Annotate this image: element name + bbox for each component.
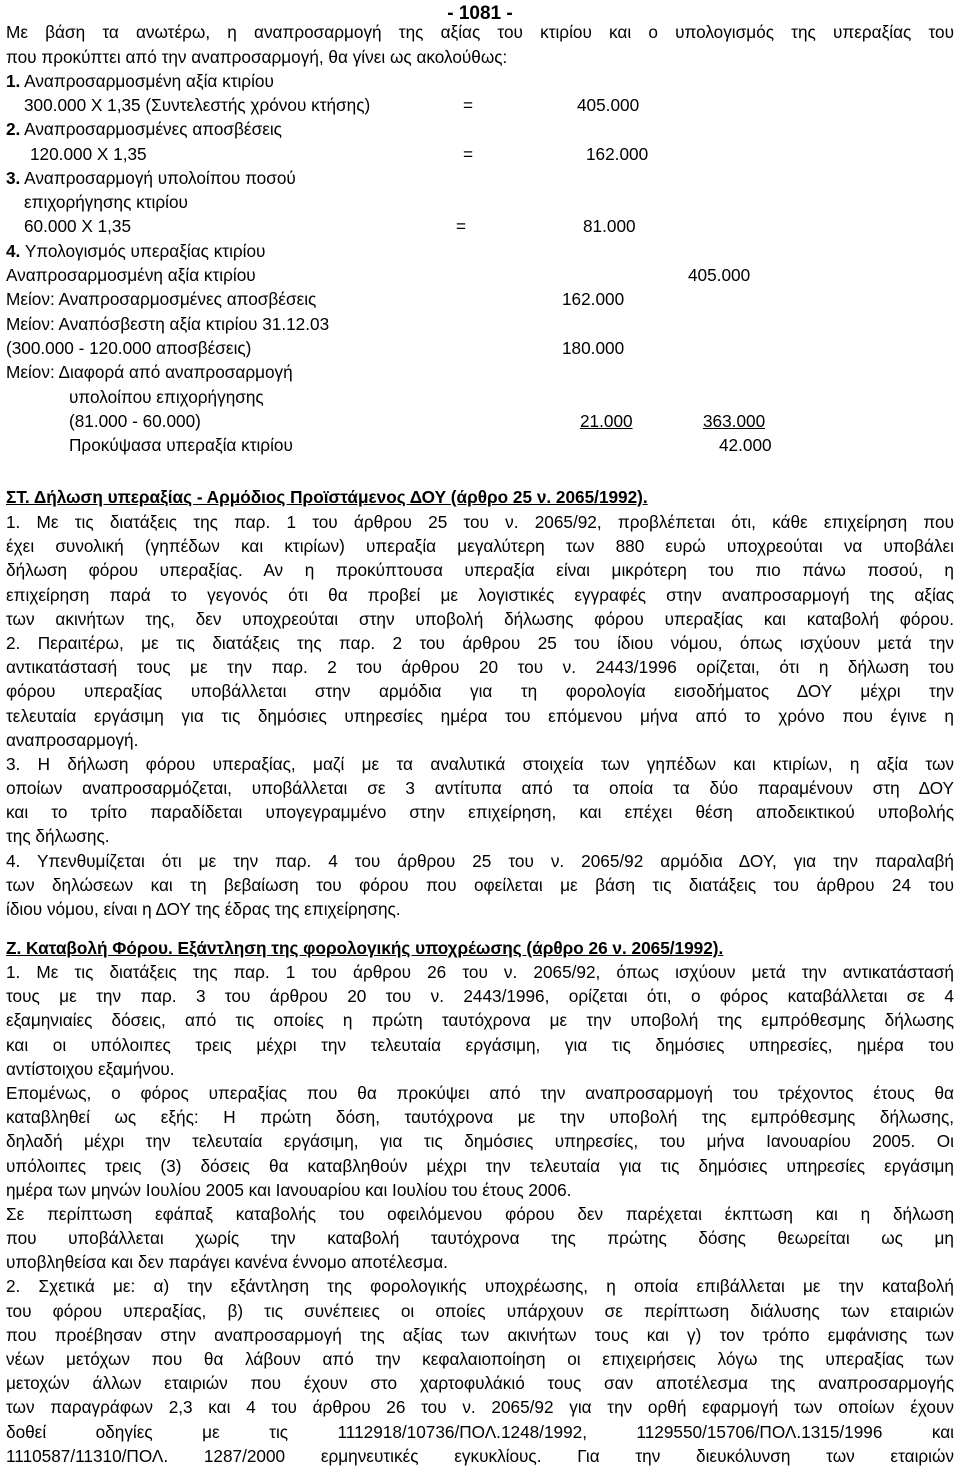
calc-item-3-formula: 60.000 Χ 1,35: [24, 216, 132, 236]
section-z-line: που υποβάλλεται χωρίς την καταβολή ταυτόχρονα της πρώτης δόσης θεωρείται ως μη: [6, 1228, 954, 1249]
calc-row-5-label: Προκύψασα υπεραξία κτιρίου: [69, 435, 293, 455]
section-z-line: υποβληθείσα και δεν παράγει κανένα έννομο αποτέλεσμα.: [6, 1252, 448, 1273]
calc-item-4-title: 4. Υπολογισμός υπεραξίας κτιρίου: [6, 241, 266, 261]
calc-row-3-label-cont: (300.000 - 120.000 αποσβέσεις): [6, 338, 252, 358]
calc-row-2-label: Μείον: Αναπροσαρμοσμένες αποσβέσεις: [6, 289, 317, 309]
section-z-line: και οι υπόλοιπες τρεις μέχρι την τελευταία εργάσιμη, για τις δημόσιες υπηρεσίες, ημέρα του: [6, 1034, 954, 1055]
section-z-line: Επομένως, ο φόρος υπεραξίας που θα προκύψει από την αναπροσαρμογή του τρέχοντος έτους θα: [6, 1082, 954, 1103]
calc-item-3-value: 81.000: [583, 216, 636, 236]
calc-row-3-value: 180.000: [562, 338, 625, 358]
calc-item-3-eq: =: [456, 216, 467, 236]
section-z-line: νέων μετόχων που θα λάβουν από την κεφαλαιοποίηση οι επιχειρήσεις λόγω της υπεραξίας των: [6, 1349, 954, 1369]
section-z-line: 2. Σχετικά με: α) την εξάντληση της φορολογικής υποχρέωσης, η οποία επιβάλλεται με την καταβολή: [6, 1276, 954, 1297]
calc-row-1-label: Αναπροσαρμοσμένη αξία κτιρίου: [6, 265, 256, 285]
calc-row-3-label: Μείον: Αναπόσβεστη αξία κτιρίου 31.12.03: [6, 314, 330, 334]
page-number: - 1081 -: [447, 3, 513, 24]
section-st-line: αντικατάστασή τους με την παρ. 2 του άρθρου 20 του ν. 2443/1996 ορίζεται, ότι η δήλωση του: [6, 657, 954, 678]
section-z-body: [6, 960, 954, 1468]
section-z-line: αντίστοιχου εξαμήνου.: [6, 1058, 175, 1079]
section-st-line: δήλωση φόρου υπεραξίας. Αν η προκύπτουσα υπεραξία είναι μικρότερη του πιο πάνω ποσού, η: [6, 560, 954, 581]
section-st-heading: ΣΤ. Δήλωση υπεραξίας - Αρμόδιος Προϊστάμενος ΔΟΥ (άρθρο 25 ν. 2065/1992).: [6, 487, 648, 507]
section-z-line: που προέβησαν στην αναπροσαρμογή της αξίας των ακινήτων τους και γ) τον τρόπο εμφάνισης των: [6, 1324, 954, 1345]
section-st-body: [6, 510, 954, 921]
section-st-line: των ακινήτων της, δεν υποχρεούται στην υποβολή δήλωσης φόρου υπεραξίας και καταβολή φόρου.: [6, 608, 954, 629]
section-st-line: επιχείρηση παρά το γεγονός ότι θα προβεί με λογιστικές εγγραφές στην αναπροσαρμογή της αξίας: [6, 584, 954, 605]
calc-row-5-value: 42.000: [719, 435, 772, 455]
section-z-line: δηλαδή μέχρι την τελευταία εργάσιμη, για τις δημόσιες υπηρεσίες, του μήνα Ιανουαρίου 2005. Οι: [6, 1131, 954, 1152]
calc-item-1-eq: =: [463, 95, 474, 115]
section-st-line: της δήλωσης.: [6, 826, 110, 847]
section-st-line: και το τρίτο παραδίδεται υπογεγραμμένο στην επιχείρηση, και επέχει θέση αποδεικτικού υποβολής: [6, 802, 954, 823]
calc-item-1-value: 405.000: [577, 95, 640, 115]
calc-row-4-label-cont: υπολοίπου επιχορήγησης: [69, 387, 264, 407]
section-z-line: των παραγράφων 2,3 και 4 του άρθρου 26 του ν. 2065/92 για την ορθή εφαρμογή των οποίων έχουν: [6, 1397, 954, 1418]
section-z-line: του φόρου υπεραξίας, β) τις συνέπειες οι οποίες υπάρχουν σε περίπτωση διάλυσης των εταιριών: [6, 1300, 954, 1321]
intro-line-1: Με βάση τα ανωτέρω, η αναπροσαρμογή της αξίας του κτιρίου και ο υπολογισμός της υπεραξίας του: [6, 22, 954, 42]
calc-row-4-value: 21.000: [580, 411, 633, 431]
section-z-line: τους με την παρ. 3 του άρθρου 20 του ν. 2443/1996, ορίζεται ότι, ο φόρος καταβάλλεται σε 4: [6, 986, 954, 1007]
calc-item-1-title: 1. Αναπροσαρμοσμένη αξία κτιρίου: [6, 71, 274, 91]
section-z-line: μετοχών άλλων εταιριών που έχουν στο χαρτοφυλάκιό τους σαν αποτέλεσμα της αναπροσαρμογής: [6, 1373, 954, 1394]
section-z-line: καταβληθεί ως εξής: Η πρώτη δόση, ταυτόχρονα με την υποβολή της εμπρόθεσμης δήλωσης,: [6, 1107, 954, 1128]
section-z-line: εξαμηνιαίες δόσεις, από τις οποίες η πρώτη ταυτόχρονα με την υποβολή της εμπρόθεσμης δήλωσης: [6, 1010, 954, 1031]
section-st-line: 3. Η δήλωση φόρου υπεραξίας, μαζί με τα αναλυτικά στοιχεία των γηπέδων και κτιρίων, η αξία των: [6, 753, 954, 774]
calc-item-2-title: 2. Αναπροσαρμοσμένες αποσβέσεις: [6, 119, 282, 139]
calc-row-4-label: Μείον: Διαφορά από αναπροσαρμογή: [6, 362, 293, 382]
section-z-heading: Ζ. Καταβολή Φόρου. Εξάντληση της φορολογικής υποχρέωσης (άρθρο 26 ν. 2065/1992).: [6, 938, 724, 958]
section-z-line: δοθεί οδηγίες με τις 1112918/10736/ΠΟΛ.1248/1992, 1129550/15706/ΠΟΛ.1315/1996 και: [6, 1421, 954, 1442]
calc-item-2-formula: 120.000 Χ 1,35: [30, 144, 147, 164]
section-st-line: 4. Υπενθυμίζεται ότι με την παρ. 4 του άρθρου 25 του ν. 2065/92 αρμόδια ΔΟΥ, για την παραλαβή: [6, 850, 954, 871]
calc-item-1-formula: 300.000 Χ 1,35 (Συντελεστής χρόνου κτήσης): [24, 95, 371, 115]
section-z-line: υπόλοιπες τρεις (3) δόσεις θα καταβληθούν μέχρι την τελευταία για τις δημόσιες υπηρεσίες εργάσιμη: [6, 1155, 954, 1176]
intro-line-2: που προκύπτει από την αναπροσαρμογή, θα γίνει ως ακολούθως:: [6, 47, 508, 67]
section-st-line: αναπροσαρμογή.: [6, 729, 139, 750]
section-st-line: τελευταία εργάσιμη για τις δημόσιες υπηρεσίες ημέρα του επόμενου μήνα από το χρόνο που έγινε η: [6, 705, 954, 726]
calc-item-3-title: 3. Αναπροσαρμογή υπολοίπου ποσού: [6, 168, 296, 188]
calc-item-2-eq: =: [463, 144, 474, 164]
calc-item-3-subtitle: επιχορήγησης κτιρίου: [24, 192, 188, 212]
section-st-line: έχει συνολική (γηπέδων και κτιρίων) υπεραξία μεγαλύτερη των 880 ευρώ υποχρεούται να υποβάλει: [6, 536, 954, 557]
section-z-line: 1110587/11310/ΠΟΛ. 1287/2000 ερμηνευτικές εγκυκλίους. Για την διευκόλυνση των εταιριών: [6, 1445, 954, 1466]
calc-item-2-value: 162.000: [586, 144, 649, 164]
section-st-line: φόρου υπεραξίας υποβάλλεται στην αρμόδια για τη φορολογία εισοδήματος ΔΟΥ μέχρι την: [6, 681, 954, 702]
calc-row-4-label-formula: (81.000 - 60.000): [69, 411, 201, 431]
calc-row-4-total: 363.000: [703, 411, 766, 431]
calc-row-2-value: 162.000: [562, 289, 625, 309]
section-z-line: Σε περίπτωση εφάπαξ καταβολής του οφειλόμενου φόρου δεν παρέχεται έκπτωση και η δήλωση: [6, 1203, 954, 1224]
section-st-line: 2. Περαιτέρω, με τις διατάξεις της παρ. 2 του άρθρου 25 του ίδιου νόμου, όπως ισχύουν μετά την: [6, 632, 954, 653]
section-z-line: ημέρα των μηνών Ιουλίου 2005 και Ιανουαρίου και Ιουλίου του έτους 2006.: [6, 1179, 572, 1200]
section-st-line: 1. Με τις διατάξεις της παρ. 1 του άρθρου 25 του ν. 2065/92, προβλέπεται ότι, κάθε επιχείρηση που: [6, 512, 954, 532]
section-st-line: ίδιου νόμου, είναι η ΔΟΥ της έδρας της επιχείρησης.: [6, 899, 401, 919]
section-st-line: των δηλώσεων και τη βεβαίωση του φόρου που οφείλεται με βάση τις διατάξεις του άρθρου 24 του: [6, 874, 954, 895]
calc-row-1-value: 405.000: [688, 265, 751, 285]
section-z-line: 1. Με τις διατάξεις της παρ. 1 του άρθρου 26 του ν. 2065/92, όπως ισχύουν μετά την αντικατάστασή: [6, 962, 954, 982]
section-st-line: οποίων αναπροσαρμόζεται, υποβάλλεται σε 3 αντίτυπα από τα οποία τα δύο παραμένουν στη ΔΟΥ: [6, 778, 954, 799]
